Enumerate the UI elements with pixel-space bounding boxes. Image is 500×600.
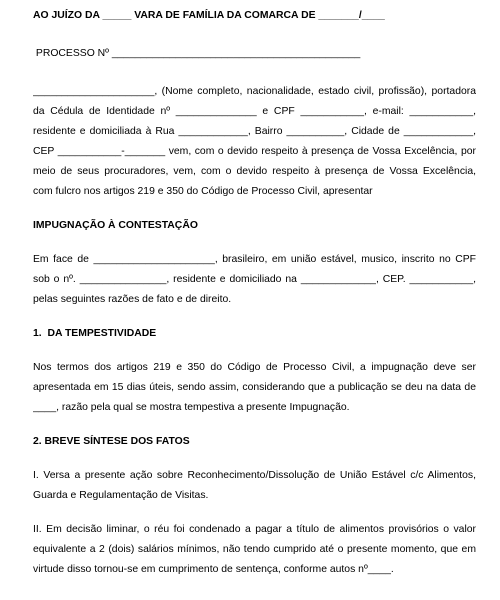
sintese-line: equivalente a 2 (dois) salários mínimos, não tendo cumprido até o presente momento, que em <box>33 544 476 555</box>
qualification-line: meio de seus procuradores, vem, com o devido respeito à presença de Vossa Excelência, <box>33 166 476 177</box>
sintese-line: I. Versa a presente ação sobre Reconhecimento/Dissolução de União Estável c/c Alimentos, <box>33 470 476 481</box>
court-header: AO JUÍZO DA _____ VARA DE FAMÍLIA DA COMARCA DE _______/____ <box>33 10 385 21</box>
section-heading-sintese: 2. BREVE SÍNTESE DOS FATOS <box>33 436 190 447</box>
section-heading-tempestividade: 1. DA TEMPESTIVIDADE <box>33 328 157 339</box>
tempestividade-line: Nos termos dos artigos 219 e 350 do Código de Processo Civil, a impugnação deve ser <box>33 362 476 373</box>
document-title: IMPUGNAÇÃO À CONTESTAÇÃO <box>33 220 198 231</box>
sintese-line: virtude disso tornou-se em cumprimento de sentença, conforme autos nº____. <box>33 564 394 575</box>
sintese-line: Guarda e Regulamentação de Visitas. <box>33 490 209 501</box>
tempestividade-paragraph <box>33 358 476 418</box>
process-number-line: PROCESSO Nº ___________________________________________ <box>33 48 361 59</box>
qualification-line: CEP ___________-_______ vem, com o devido respeito à presença de Vossa Excelência, por <box>33 146 476 157</box>
sintese-paragraph-1 <box>33 466 476 506</box>
intro-line: pelas seguintes razões de fato e de direito. <box>33 294 232 305</box>
qualification-line: da Cédula de Identidade nº ______________ e CPF ___________, e-mail: ___________, <box>33 106 476 117</box>
tempestividade-line: apresentada em 15 dias úteis, sendo assim, considerando que a publicação se deu na data de <box>33 382 476 393</box>
sintese-line: II. Em decisão liminar, o réu foi condenado a pagar a título de alimentos provisórios o valor <box>33 524 476 535</box>
qualification-line: _____________________, (Nome completo, nacionalidade, estado civil, profissão), portadora <box>33 86 476 97</box>
sintese-paragraph-2 <box>33 520 476 580</box>
intro-line: sob o nº. _______________, residente e domiciliado na _____________, CEP. ___________, <box>33 274 476 285</box>
tempestividade-line: ____, razão pela qual se mostra tempestiva a presente Impugnação. <box>33 402 350 413</box>
qualification-line: com fulcro nos artigos 219 e 350 do Código de Processo Civil, apresentar <box>33 186 373 197</box>
qualification-line: residente e domiciliada à Rua ____________, Bairro __________, Cidade de ____________, <box>33 126 476 137</box>
qualification-paragraph <box>33 82 476 202</box>
intro-line: Em face de _____________________, brasileiro, em união estável, musico, inscrito no CPF <box>33 254 476 265</box>
intro-paragraph <box>33 250 476 310</box>
